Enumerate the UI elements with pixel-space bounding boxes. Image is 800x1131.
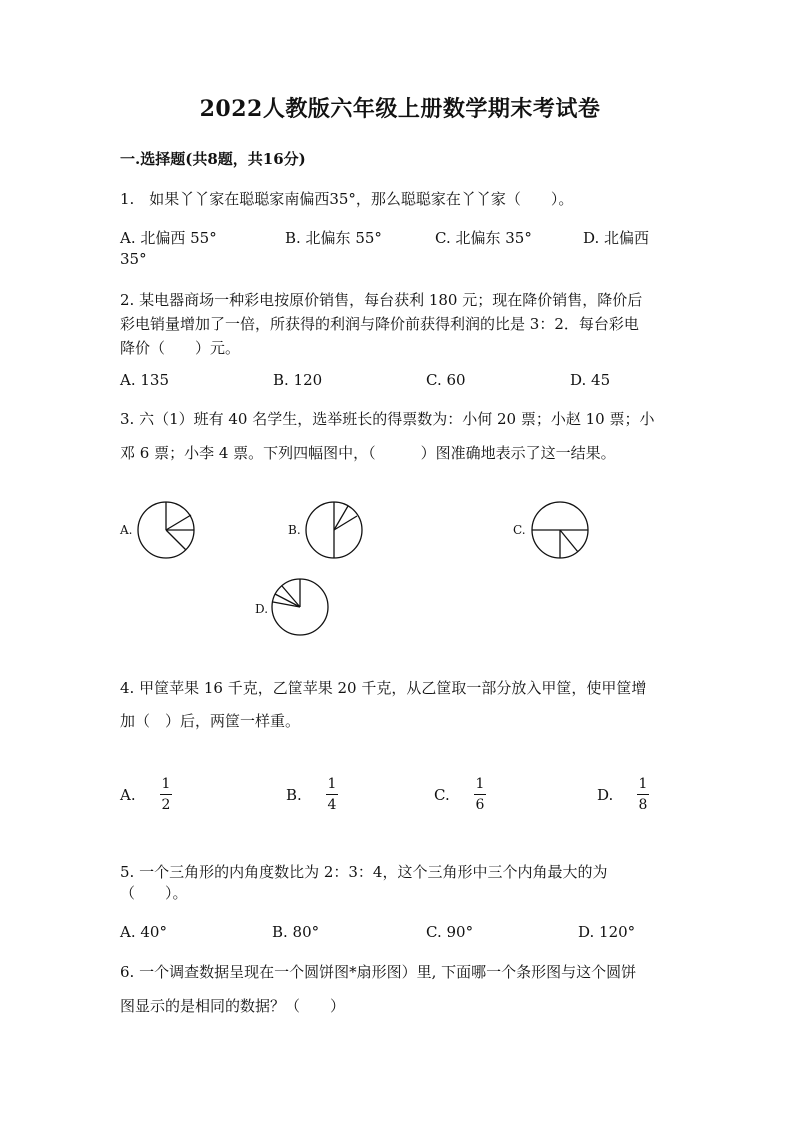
pie-a-label: A.	[120, 523, 133, 537]
question-1-text: 1. 如果丫丫家在聪聪家南偏西35°，那么聪聪家在丫丫家（ ）。	[120, 190, 574, 208]
question-6-line-2: 图显示的是相同的数据？（ ）	[120, 997, 346, 1015]
pie-chart-c[interactable]	[530, 500, 590, 560]
question-4-line-2: 加（ ）后，两筐一样重。	[120, 712, 301, 730]
q2-option-b[interactable]: B. 120	[273, 371, 323, 389]
q2-option-c[interactable]: C. 60	[426, 371, 466, 389]
question-6-line-1: 6. 一个调查数据呈现在一个圆饼图*扇形图）里, 下面哪一个条形图与这个圆饼	[120, 963, 637, 981]
fraction-one-quarter: $\frac{1}{4}$	[327, 776, 337, 813]
question-2-line-2: 彩电销量增加了一倍，所获得的利润与降价前获得利润的比是 3：2．每台彩电	[120, 315, 639, 333]
pie-chart-d[interactable]	[270, 577, 330, 637]
question-5-line-1: 5. 一个三角形的内角度数比为 2：3：4，这个三角形中三个内角最大的为	[120, 863, 608, 881]
pie-c-label: C.	[513, 523, 526, 537]
q5-option-c[interactable]: C. 90°	[426, 923, 474, 941]
q4-option-c-label: C.	[434, 785, 450, 804]
question-3-line-2: 邓 6 票；小李 4 票。下列四幅图中，（ ）图准确地表示了这一结果。	[120, 444, 616, 462]
q5-option-d[interactable]: D. 120°	[578, 923, 636, 941]
fraction-one-half: $\frac{1}{2}$	[161, 776, 171, 813]
q4-option-b-label: B.	[286, 785, 302, 804]
q1-option-b[interactable]: B. 北偏东 55°	[285, 229, 382, 247]
q4-option-a-label: A.	[120, 785, 136, 804]
q4-option-d-label: D.	[597, 785, 614, 804]
question-5-line-2: （ ）。	[120, 884, 188, 902]
exam-title: 2022人教版六年级上册数学期末考试卷	[199, 96, 601, 122]
q1-option-a[interactable]: A. 北偏西 55°	[120, 229, 217, 247]
q1-option-d[interactable]: D. 北偏西	[583, 229, 650, 247]
q2-option-d[interactable]: D. 45	[570, 371, 611, 389]
q1-option-d-wrap: 35°	[120, 250, 147, 268]
pie-b-label: B.	[288, 523, 301, 537]
question-2-line-3: 降价（ ）元。	[120, 339, 241, 357]
pie-chart-b[interactable]	[304, 500, 364, 560]
fraction-one-sixth: $\frac{1}{6}$	[475, 776, 485, 813]
pie-chart-a[interactable]	[136, 500, 196, 560]
q4-option-c[interactable]	[434, 776, 486, 813]
q1-option-c[interactable]: C. 北偏东 35°	[435, 229, 532, 247]
q4-option-b[interactable]	[286, 776, 338, 813]
q4-option-d[interactable]	[597, 776, 649, 813]
question-2-line-1: 2. 某电器商场一种彩电按原价销售，每台获利 180 元；现在降价销售，降价后	[120, 291, 643, 309]
q4-option-a[interactable]	[120, 776, 172, 813]
fraction-one-eighth: $\frac{1}{8}$	[638, 776, 648, 813]
question-3-line-1: 3. 六（1）班有 40 名学生，选举班长的得票数为：小何 20 票；小赵 10 票；小	[120, 410, 655, 428]
pie-d-label: D.	[255, 602, 269, 616]
section-heading: 一.选择题(共8题，共16分)	[120, 150, 306, 168]
q5-option-a[interactable]: A. 40°	[120, 923, 167, 941]
question-4-line-1: 4. 甲筐苹果 16 千克，乙筐苹果 20 千克，从乙筐取一部分放入甲筐，使甲筐增	[120, 679, 647, 697]
q5-option-b[interactable]: B. 80°	[272, 923, 320, 941]
q2-option-a[interactable]: A. 135	[120, 371, 169, 389]
